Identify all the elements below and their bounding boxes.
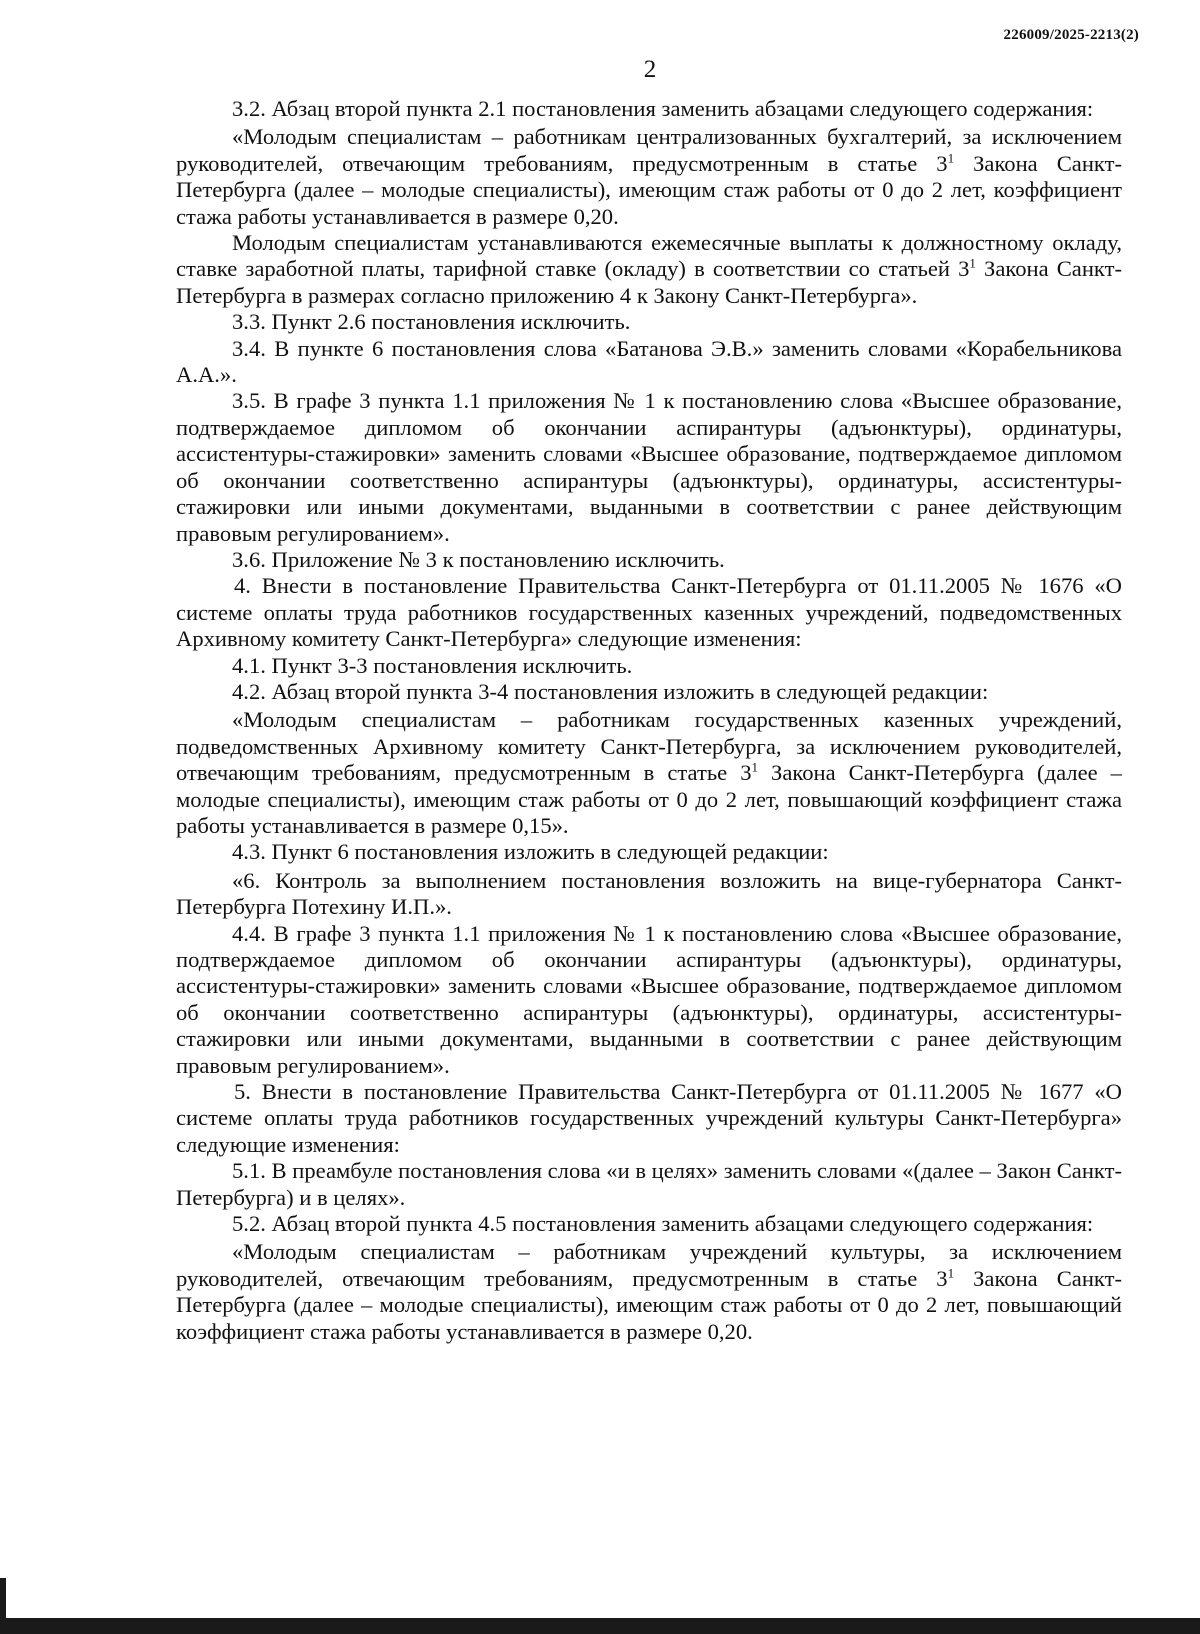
paragraph-4-4: 4.4. В графе 3 пункта 1.1 приложения № 1 к постановлению слова «Высшее образование, подтверждаемое дипломом об окончании аспирантуры (адъюнктуры), ординатуры, ассистентуры-стажировки» заменить словами «Высшее образование, подтверждаемое дипломом об окончании соответственно аспирантуры (адъюнктуры), ординатуры, ассистентуры-стажировки или иными документами, выданными в соответствии с ранее действующим правовым регулированием». xyxy=(176,920,1122,1078)
paragraph-young-specialists-archive: «Молодым специалистам – работникам государственных казенных учреждений, подведомственных Архивному комитету Санкт-Петербурга, за исключением руководителей, отвечающим требованиям, предусмотренным в статье $3^1$ Закона Санкт-Петербурга (далее – молодые специалисты), имеющим стаж работы от 0 до 2 лет, повышающий коэффициент стажа работы устанавливается в размере 0,15». xyxy=(176,707,1122,838)
paragraph-5-2: 5.2. Абзац второй пункта 4.5 постановления заменить абзацами следующего содержания: xyxy=(232,1211,1094,1237)
paragraph-4-1: 4.1. Пункт 3-3 постановления исключить. xyxy=(232,652,633,678)
page-number: 2 xyxy=(643,56,657,83)
paragraph-4-2: 4.2. Абзац второй пункта 3-4 постановления изложить в следующей редакции: xyxy=(232,678,989,704)
superscript-article-mark: 1 xyxy=(751,759,758,775)
paragraph-3-5: 3.5. В графе 3 пункта 1.1 приложения № 1 к постановлению слова «Высшее образование, подтверждаемое дипломом об окончании аспирантуры (адъюнктуры), ординатуры, ассистентуры-стажировки» заменить словами «Высшее образование, подтверждаемое дипломом об окончании соответственно аспирантуры (адъюнктуры), ординатуры, ассистентуры-стажировки или иными документами, выданными в соответствии с ранее действующим правовым регулированием». xyxy=(176,388,1122,546)
paragraph-3-6: 3.6. Приложение № 3 к постановлению исключить. xyxy=(232,546,725,572)
paragraph-control-clause: «6. Контроль за выполнением постановления возложить на вице-губернатора Санкт-Петербурга Потехину И.П.». xyxy=(176,867,1122,920)
document-body xyxy=(176,96,1122,1345)
superscript-article-mark: 1 xyxy=(947,1265,955,1281)
paragraph-3-4: 3.4. В пункте 6 постановления слова «Батанова Э.В.» заменить словами «Корабельникова А.А.». xyxy=(176,335,1122,388)
superscript-article-mark: 1 xyxy=(969,255,976,271)
paragraph-3-3: 3.3. Пункт 2.6 постановления исключить. xyxy=(232,309,631,335)
paragraph-3-2: 3.2. Абзац второй пункта 2.1 постановления заменить абзацами следующего содержания: xyxy=(232,96,1094,121)
scan-border-shadow xyxy=(0,1618,1200,1634)
superscript-article-mark: 1 xyxy=(947,150,955,166)
scan-border-shadow xyxy=(0,1578,6,1618)
document-registration-number: 226009/2025-2213(2) xyxy=(1003,27,1139,43)
paragraph-4: 4. Внести в постановление Правительства Санкт-Петербурга от 01.11.2005 № 1676 «О системе оплаты труда работников государственных казенных учреждений, подведомственных Архивному комитету Санкт-Петербурга» следующие изменения: xyxy=(176,573,1122,652)
paragraph-monthly-payments: Молодым специалистам устанавливаются ежемесячные выплаты к должностному окладу, ставке заработной платы, тарифной ставке (окладу) в соответствии со статьей $3^1$ Закона Санкт-Петербурга в размерах согласно приложению 4 к Закону Санкт-Петербурга». xyxy=(176,230,1122,308)
paragraph-young-specialists-culture: «Молодым специалистам – работникам учреждений культуры, за исключением руководителей, отвечающим требованиям, предусмотренным в статье $3^1$ Закона Санкт-Петербурга (далее – молодые специалисты), имеющим стаж работы от 0 до 2 лет, повышающий коэффициент стажа работы устанавливается в размере 0,20. xyxy=(176,1239,1122,1344)
paragraph-5: 5. Внести в постановление Правительства Санкт-Петербурга от 01.11.2005 № 1677 «О системе оплаты труда работников государственных учреждений культуры Санкт-Петербурга» следующие изменения: xyxy=(176,1079,1122,1157)
paragraph-young-specialists-accounting: «Молодым специалистам – работникам централизованных бухгалтерий, за исключением руководителей, отвечающим требованиям, предусмотренным в статье $3^1$ Закона Санкт-Петербурга (далее – молодые специалисты), имеющим стаж работы от 0 до 2 лет, коэффициент стажа работы устанавливается в размере 0,20. xyxy=(176,124,1122,229)
paragraph-4-3: 4.3. Пункт 6 постановления изложить в следующей редакции: xyxy=(232,839,829,865)
paragraph-5-1: 5.1. В преамбуле постановления слова «и в целях» заменить словами «(далее – Закон Санкт-Петербурга) и в целях». xyxy=(176,1158,1122,1210)
